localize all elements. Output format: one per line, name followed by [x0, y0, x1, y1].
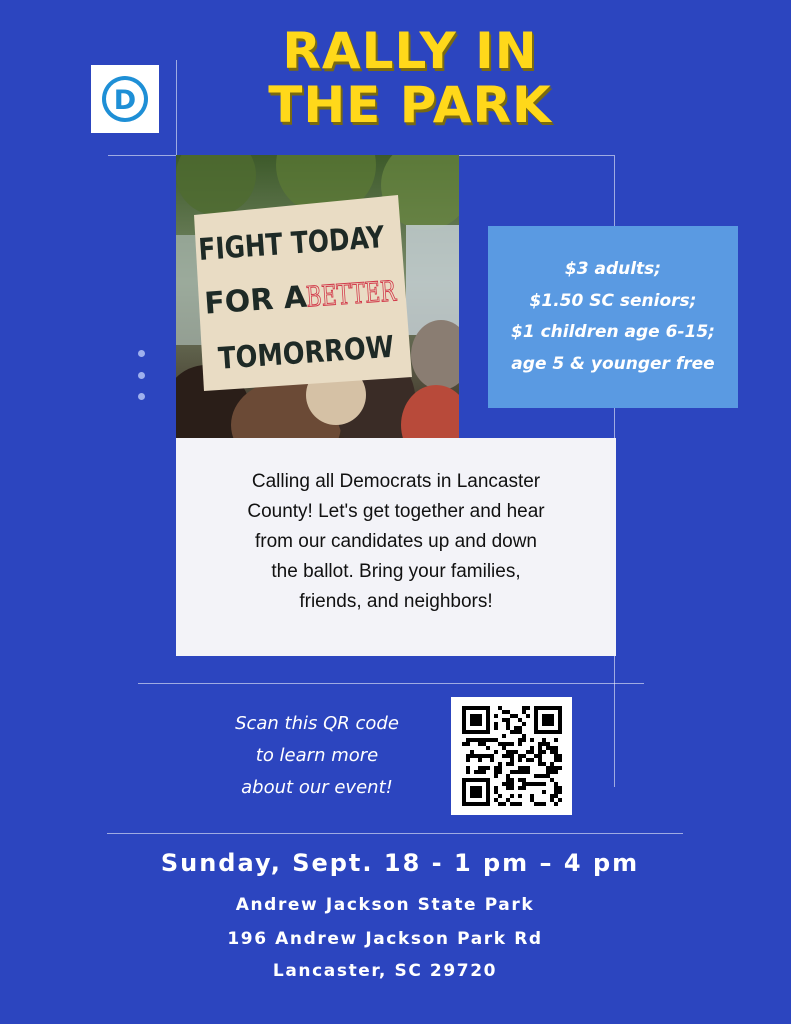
- description-line: Calling all Democrats in Lancaster: [251, 471, 541, 492]
- democrat-logo: [91, 65, 159, 133]
- sign-line-2-script: BETTER: [305, 272, 428, 314]
- event-title: [215, 24, 605, 132]
- description-line: from our candidates up and down: [254, 531, 537, 552]
- decorative-dot: [138, 350, 145, 357]
- price-children: $1 children age 6-15;: [511, 322, 715, 342]
- sign-line-3: TOMORROW: [217, 327, 426, 377]
- decorative-dot: [138, 372, 145, 379]
- scan-line: Scan this QR code: [235, 713, 399, 734]
- scan-line: about our event!: [241, 777, 393, 798]
- title-line-2: THE PARK: [268, 76, 552, 134]
- scan-line: to learn more: [255, 745, 379, 766]
- protest-photo: [176, 155, 459, 438]
- event-description: [176, 438, 616, 656]
- description-line: the ballot. Bring your families,: [271, 561, 521, 582]
- address-line-3: Lancaster, SC 29720: [272, 961, 498, 981]
- address-line-1: Andrew Jackson State Park: [235, 895, 535, 915]
- qr-code[interactable]: [451, 697, 572, 815]
- d-logo-icon: [91, 65, 159, 133]
- price-seniors: $1.50 SC seniors;: [529, 290, 697, 311]
- description-line: friends, and neighbors!: [299, 591, 493, 612]
- description-line: County! Let's get together and hear: [247, 501, 545, 522]
- address-line-2: 196 Andrew Jackson Park Rd: [227, 929, 543, 949]
- decorative-dot: [138, 393, 145, 400]
- title-line-1: RALLY IN: [282, 22, 538, 80]
- sign-line-2-prefix: FOR A: [203, 279, 309, 322]
- price-adults: $3 adults;: [564, 259, 662, 279]
- price-box: [488, 226, 738, 408]
- scan-instructions: [212, 708, 422, 804]
- qr-code-icon: [451, 697, 572, 815]
- price-free: age 5 & younger free: [511, 353, 715, 374]
- sign-line-1: FIGHT TODAY: [197, 217, 425, 268]
- svg-text:D: D: [113, 85, 137, 116]
- divider-line-middle: [138, 683, 644, 684]
- divider-line-bottom: [107, 833, 683, 834]
- event-datetime: Sunday, Sept. 18 - 1 pm – 4 pm: [160, 849, 640, 877]
